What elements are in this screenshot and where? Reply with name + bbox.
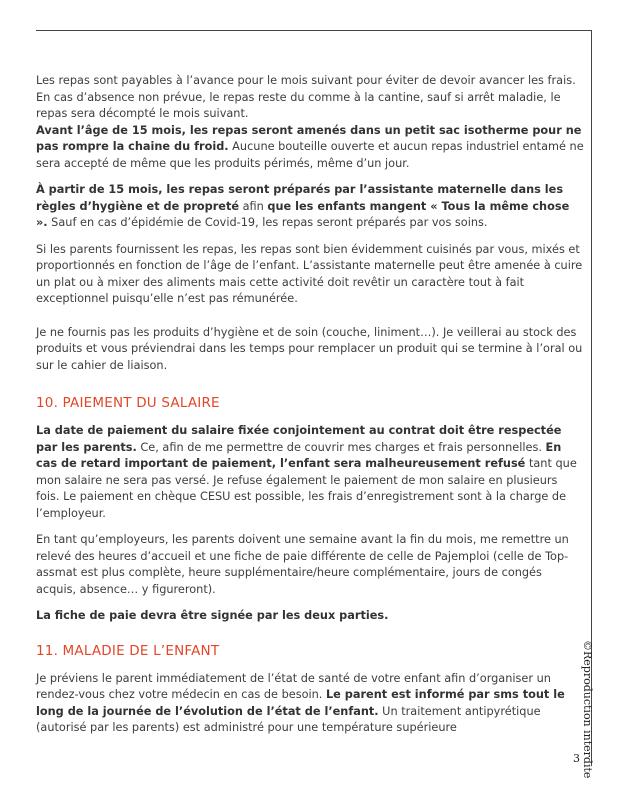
paragraph-child-health	[36, 671, 584, 737]
salary-date-text-2: tant que mon salaire ne sera pas versé. Je refuse également le paiement de mon salaire en plusieurs fois. Le paiement en chèque CESU est possible, les frais d’enregistrement sont à la charge de l’employeur.	[36, 457, 577, 520]
paragraph-meal-payment	[36, 73, 584, 123]
paragraph-parents-provide-meals	[36, 242, 584, 308]
hygiene-products-text: Je ne fournis pas les produits d’hygiène et de soin (couche, liniment…). Je veillerai au stock des produits et vous préviendrai dans les temps pour remplacer un produit qui se termine à l’oral ou sur le cahier de liaison.	[36, 325, 583, 372]
employer-duties-text: En tant qu’employeurs, les parents doivent une semaine avant la fin du mois, me remettre un relevé des heures d’accueil et une fiche de paie différente de celle de Pajemploi (celle de Top-assmat est plus complète, heure supplémentaire/heure complémentaire, jours de congés acquis, absence… y figureront).	[36, 533, 569, 596]
paragraph-payslip-signature	[36, 608, 584, 625]
meals-from-15-months-connector: afin	[239, 199, 268, 213]
salary-date-text-1: Ce, afin de me permettre de couvrir mes charges et frais personnelles.	[136, 440, 546, 454]
meal-payment-text: Les repas sont payables à l’avance pour le mois suivant pour éviter de devoir avancer les frais. En cas d’absence non prévue, le repas reste du comme à la cantine, sauf si arrêt maladie, le repas sera décompté le mois suivant.	[36, 74, 576, 120]
paragraph-salary-date	[36, 423, 584, 522]
document-body	[36, 73, 584, 737]
paragraph-meals-from-15-months	[36, 182, 584, 232]
heading-salary-payment: 10. PAIEMENT DU SALAIRE	[36, 395, 220, 411]
copyright-text: ©Reproduction interdite	[581, 640, 594, 779]
child-health-bold: Le parent est informé par sms tout le long de la journée de l’évolution de l’état de l’enfant.	[36, 688, 565, 718]
meals-from-15-months-bold-2: que les enfants mangent « Tous la même chose ».	[36, 199, 570, 229]
payslip-signature-bold: La fiche de paie devra être signée par les deux parties.	[36, 609, 389, 622]
child-health-text-2: Un traitement antipyrétique (autorisé par les parents) est administré pour une température supérieure	[36, 704, 541, 734]
meals-under-15-months-bold: Avant l’âge de 15 mois, les repas seront amenés dans un petit sac isotherme pour ne pas rompre la chaine du froid.	[36, 123, 582, 153]
heading-child-illness: 11. MALADIE DE L’ENFANT	[36, 642, 220, 659]
page-number: 3	[573, 752, 580, 765]
meals-from-15-months-text: Sauf en cas d’épidémie de Covid-19, les repas seront préparés par vos soins.	[47, 216, 488, 229]
page-frame-top-border	[36, 30, 591, 31]
paragraph-hygiene-products	[36, 325, 584, 375]
salary-date-bold-1: La date de paiement du salaire fixée conjointement au contrat doit être respectée par les parents.	[36, 424, 562, 454]
child-health-text-1: Je préviens le parent immédiatement de l’état de santé de votre enfant afin d’organiser un rendez-vous chez votre médecin en cas de besoin.	[36, 671, 551, 701]
copyright-side-note	[581, 640, 616, 779]
parents-provide-meals-text: Si les parents fournissent les repas, les repas sont bien évidemment cuisinés par vous, mixés et proportionnés en fonction de l’âge de l’enfant. L’assistante maternelle peut être amenée à cuire un plat ou à mixer des aliments mais cette activité doit revêtir un caractère tout à fait exceptionnel puisqu’elle n’est pas rémunérée.	[36, 242, 583, 305]
salary-date-bold-2: En cas de retard important de paiement, l’enfant sera malheureusement refusé	[36, 440, 562, 470]
meals-under-15-months-text: Aucune bouteille ouverte et aucun repas industriel entamé ne sera accepté de même que les produits périmés, même d’un jour.	[36, 140, 584, 170]
paragraph-meals-under-15-months	[36, 123, 584, 173]
meals-from-15-months-bold-1: À partir de 15 mois, les repas seront préparés par l’assistante maternelle dans les règles d’hygiène et de propreté	[36, 183, 564, 213]
paragraph-employer-duties	[36, 532, 584, 598]
